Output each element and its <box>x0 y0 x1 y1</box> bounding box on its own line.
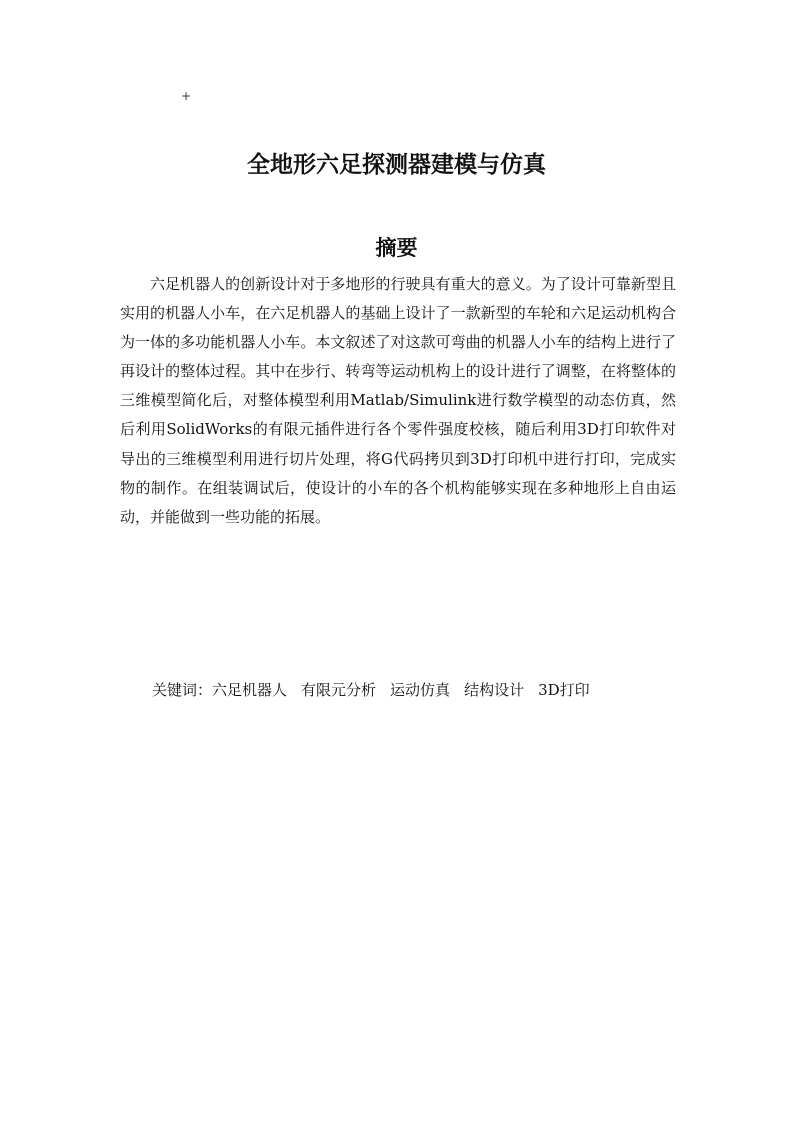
keyword-item: 3D打印 <box>538 681 590 699</box>
keyword-item: 运动仿真 <box>390 681 451 699</box>
keyword-item: 结构设计 <box>464 681 525 699</box>
keyword-item: 六足机器人 <box>212 681 288 699</box>
abstract-heading: 摘要 <box>375 235 418 260</box>
keyword-item: 有限元分析 <box>301 681 377 699</box>
keywords-label: 关键词： <box>152 681 213 699</box>
keywords-line <box>152 678 604 702</box>
document-title: 全地形六足探测器建模与仿真 <box>247 151 546 178</box>
header-mark: + <box>181 89 192 103</box>
abstract-body: 六足机器人的创新设计对于多地形的行驶具有重大的意义。为了设计可靠新型且实用的机器人小车，在六足机器人的基础上设计了一款新型的车轮和六足运动机构合为一体的多功能机器人小车。本文叙述了对这款可弯曲的机器人小车的结构上进行了再设计的整体过程。其中在步行、转弯等运动机构上的设计进行了调整，在将整体的三维模型简化后，对整体模型利用Matlab/Simulink进行数学模型的动态仿真，然后利用SolidWorks的有限元插件进行各个零件强度校核，随后利用3D打印软件对导出的三维模型利用进行切片处理，将G代码拷贝到3D打印机中进行打印，完成实物的制作。在组装调试后，使设计的小车的各个机构能够实现在多种地形上自由运动，并能做到一些功能的拓展。 <box>120 275 676 526</box>
abstract-section <box>120 270 676 532</box>
